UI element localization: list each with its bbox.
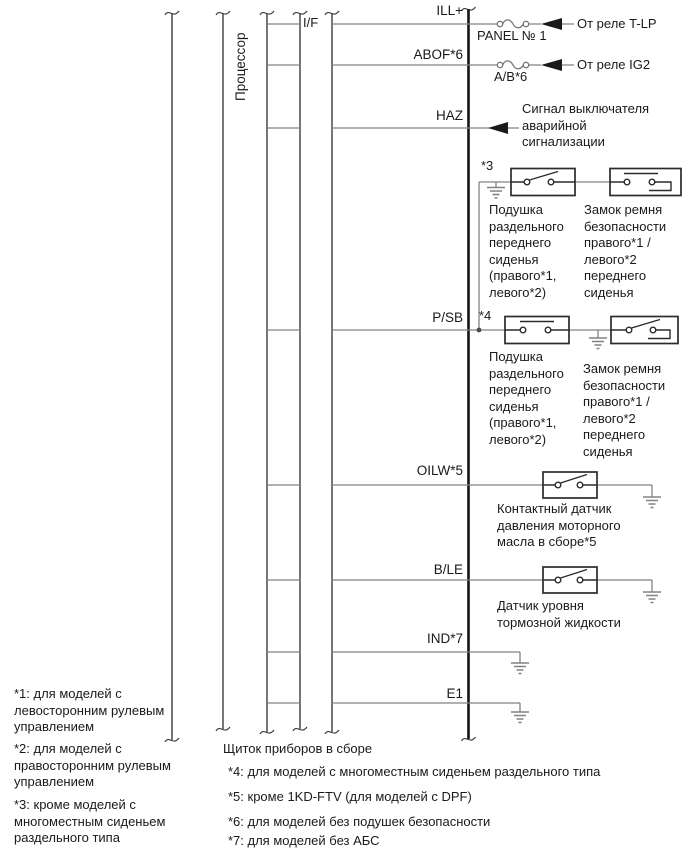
pin-label-oilw: OILW*5 bbox=[416, 463, 463, 478]
fuse-icon-panel bbox=[497, 20, 528, 28]
component-label-oil-pressure-sensor: Контактный датчик давления моторного масла в сборе*5 bbox=[497, 501, 621, 549]
bracket-lines bbox=[172, 13, 332, 740]
source-label-hazard-signal: Сигнал выключателя аварийной сигнализации bbox=[522, 101, 650, 149]
arrow-icon-haz bbox=[488, 122, 508, 134]
processor-block-label: Процессор bbox=[233, 32, 248, 101]
cluster-assembly-label: Щиток приборов в сборе bbox=[223, 741, 373, 756]
component-label-seat-airbag-4: Подушка раздельного переднего сиденья (правого*1, левого*2) bbox=[489, 349, 564, 447]
pin-label-psb: P/SB bbox=[432, 310, 463, 325]
ground-icon-row4 bbox=[589, 338, 607, 349]
footnote-5: *5: кроме 1KD-FTV (для моделей с DPF) bbox=[228, 789, 472, 804]
fuse-label-panel: PANEL № 1 bbox=[477, 28, 547, 43]
pin-label-ind: IND*7 bbox=[426, 631, 463, 646]
pin-label-e1: E1 bbox=[446, 686, 463, 701]
pin-label-ble: B/LE bbox=[433, 562, 463, 577]
if-block-label: I/F bbox=[303, 15, 319, 30]
ground-icon-ind bbox=[511, 663, 529, 674]
fuse-label-ab: A/B*6 bbox=[494, 69, 528, 84]
note-mark-3: *3 bbox=[481, 158, 494, 173]
pin-label-abof: ABOF*6 bbox=[413, 47, 463, 62]
component-label-brake-fluid-sensor: Датчик уровня тормозной жидкости bbox=[497, 598, 621, 630]
ground-icon-ble bbox=[643, 592, 661, 603]
arrow-icon-ig2 bbox=[541, 59, 562, 71]
footnote-2: *2: для моделей с правосторонним рулевым управлением bbox=[14, 741, 171, 789]
source-label-ig2: От реле IG2 bbox=[577, 57, 651, 72]
ground-icon-oilw bbox=[643, 497, 661, 508]
component-label-seat-buckle-3: Замок ремня безопасности правого*1 / левого*2 переднего сиденья bbox=[584, 202, 667, 300]
junction-dot-psb bbox=[477, 328, 482, 333]
footnote-7: *7: для моделей без АБС bbox=[228, 833, 380, 848]
component-label-seat-buckle-4: Замок ремня безопасности правого*1 / левого*2 переднего сиденья bbox=[583, 361, 666, 459]
footnote-3: *3: кроме моделей с многоместным сиденьем раздельного типа bbox=[14, 797, 166, 845]
component-label-seat-airbag-3: Подушка раздельного переднего сиденья (правого*1, левого*2) bbox=[489, 202, 564, 300]
ground-icon-e1 bbox=[511, 712, 529, 723]
pin-label-ill: ILL+ bbox=[436, 3, 463, 18]
footnote-1: *1: для моделей с левосторонним рулевым управлением bbox=[14, 686, 165, 734]
footnote-6: *6: для моделей без подушек безопасности bbox=[228, 814, 491, 829]
source-label-t-lp: От реле T-LP bbox=[577, 16, 657, 31]
pin-label-haz: HAZ bbox=[436, 108, 463, 123]
fuse-icon-ab bbox=[497, 61, 528, 69]
footnote-4: *4: для моделей с многоместным сиденьем раздельного типа bbox=[228, 764, 601, 779]
ground-icon-row3 bbox=[487, 188, 505, 199]
note-mark-4: *4 bbox=[479, 308, 492, 323]
